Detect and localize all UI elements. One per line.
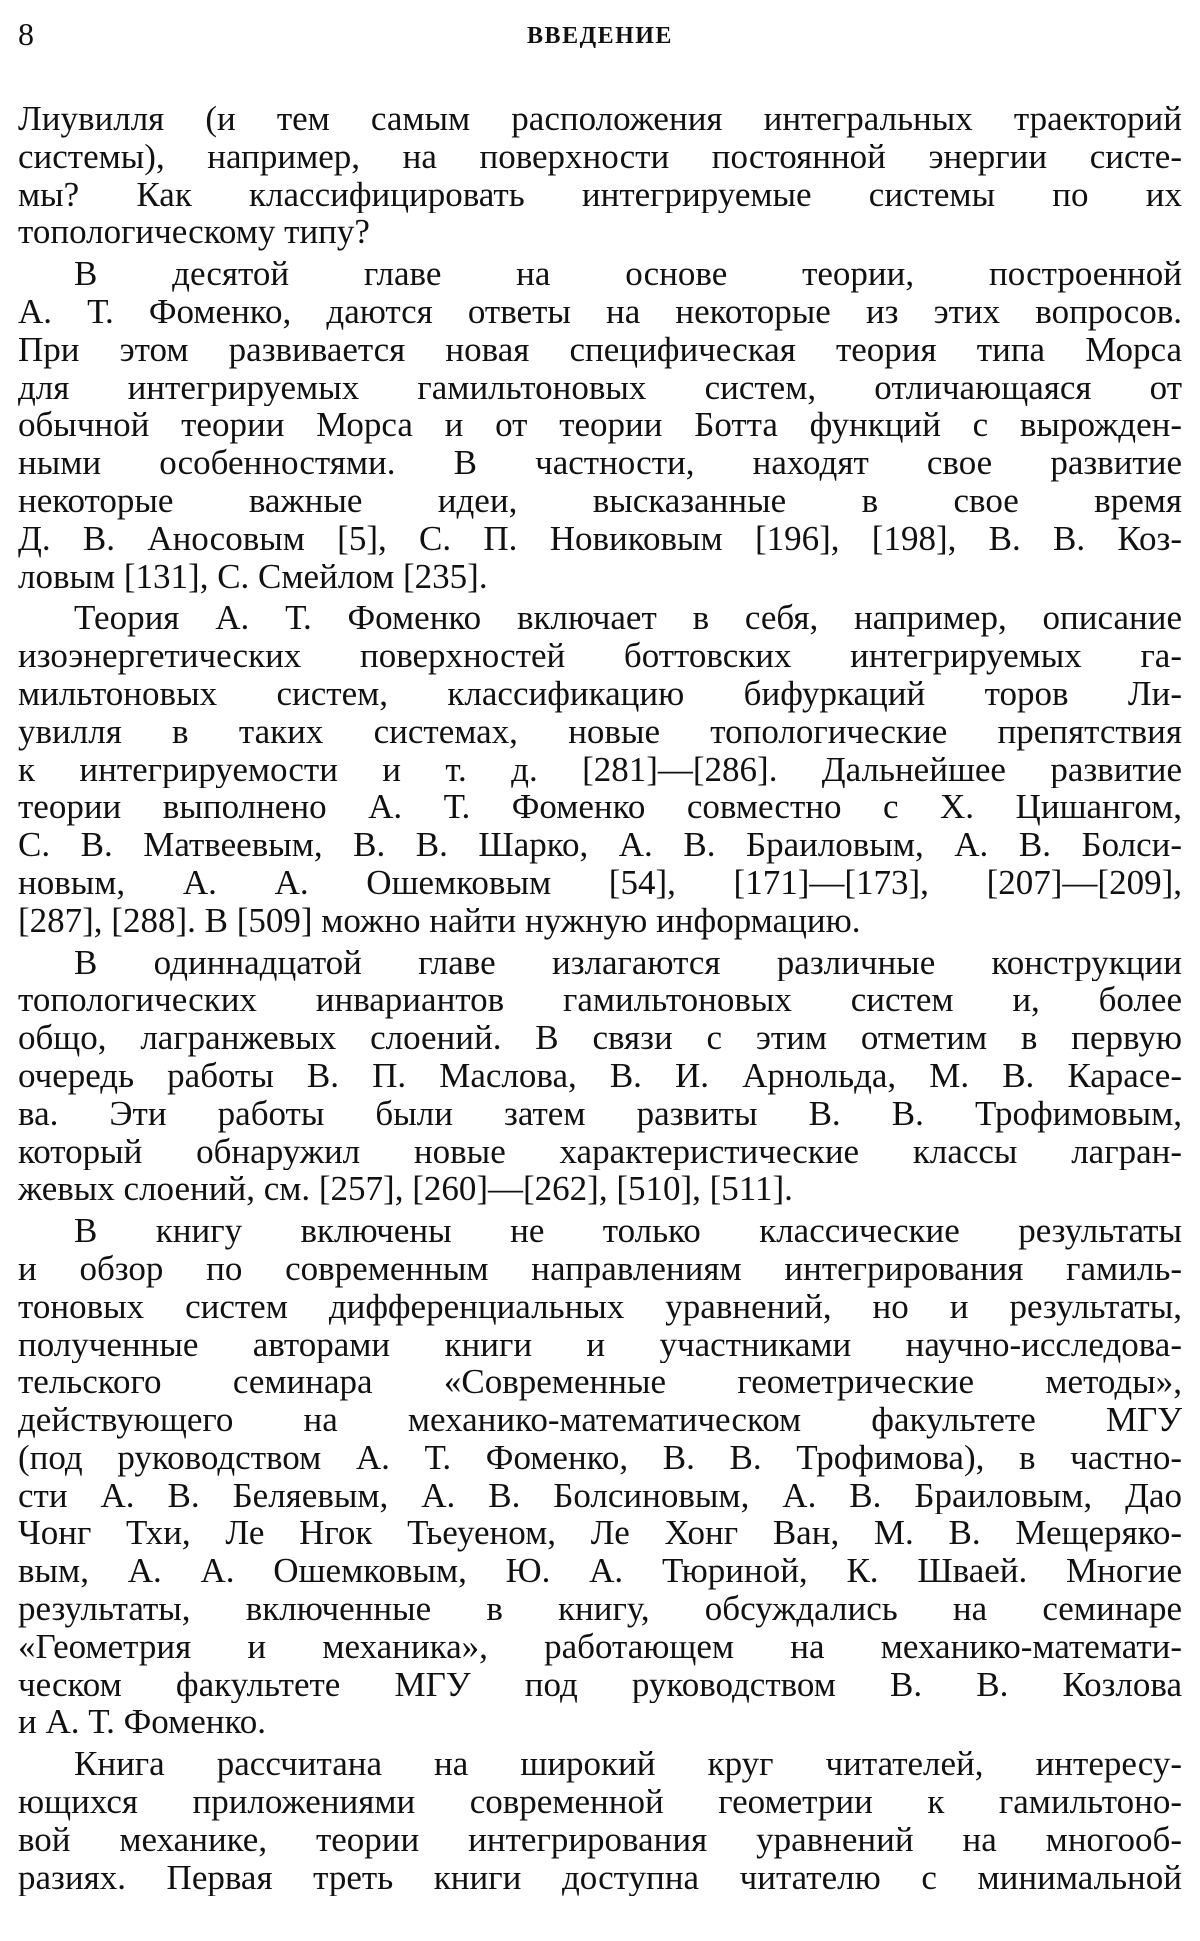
text-line: новым, А. А. Ошемковым [54], [171]—[173], [207]—[209], (18, 863, 1182, 902)
text-line: теории выполнено А. Т. Фоменко совместно с Х. Цишангом, (18, 788, 1182, 827)
text-line: очередь работы В. П. Маслова, В. И. Арнольда, М. В. Карасе- (18, 1056, 1182, 1095)
paragraph (18, 599, 1182, 939)
text-line: В одиннадцатой главе излагаются различные конструкции (74, 943, 1182, 982)
text-line: ющихся приложениями современной геометрии к гамильтоно- (18, 1783, 1182, 1821)
running-title: ВВЕДЕНИЕ (527, 23, 673, 49)
text-line: Теория А. Т. Фоменко включает в себя, например, описание (74, 599, 1182, 638)
text-line: «Геометрия и механика», работающем на механико-математи- (18, 1627, 1182, 1666)
text-line: Лиувилля (и тем самым расположения интегральных траекторий (18, 100, 1182, 138)
text-line: сти А. В. Беляевым, А. В. Болсиновым, А. В. Браиловым, Дао (18, 1476, 1182, 1515)
text-line: ческом факультете МГУ под руководством В. В. Козлова (18, 1665, 1182, 1704)
paragraph (18, 1212, 1182, 1741)
page-number: 8 (18, 16, 34, 52)
text-line: для интегрируемых гамильтоновых систем, отличающаяся от (18, 368, 1182, 407)
text-line: обычной теории Морса и от теории Ботта функций с вырожден- (18, 406, 1182, 445)
paragraph (18, 1745, 1182, 1896)
text-line: действующего на механико-математическом факультете МГУ (18, 1401, 1182, 1439)
text-line: к интегрируемости и т. д. [281]—[286]. Дальнейшее развитие (18, 750, 1182, 789)
text-line: который обнаружил новые характеристические классы лагран- (18, 1132, 1182, 1171)
paragraph (18, 100, 1182, 251)
text-line: тоновых систем дифференциальных уравнений, но и результаты, (18, 1287, 1182, 1326)
text-line: и А. Т. Фоменко. (18, 1703, 267, 1742)
text-line: тельского семинара «Современные геометрические методы», (18, 1363, 1182, 1402)
text-line: Чонг Тхи, Ле Нгок Тьеуеном, Ле Хонг Ван, М. В. Мещеряко- (18, 1514, 1182, 1553)
text-line: общо, лагранжевых слоений. В связи с этим отметим в первую (18, 1019, 1182, 1057)
text-line: изоэнергетических поверхностей боттовских интегрируемых га- (18, 637, 1182, 675)
text-line: [287], [288]. В [509] можно найти нужную информацию. (18, 901, 861, 940)
text-line: ными особенностями. В частности, находят свое развитие (18, 444, 1182, 482)
text-line: В десятой главе на основе теории, построенной (74, 255, 1182, 293)
page-header (18, 14, 1182, 54)
text-line: Книга рассчитана на широкий круг читателей, интересу- (74, 1745, 1182, 1784)
text-line: вым, А. А. Ошемковым, Ю. А. Тюриной, К. Шваей. Многие (18, 1552, 1182, 1591)
text-line: результаты, включенные в книгу, обсуждались на семинаре (18, 1590, 1182, 1628)
text-line: В книгу включены не только классические результаты (74, 1212, 1182, 1250)
text-line: вой механике, теории интегрирования уравнений на многооб- (18, 1820, 1182, 1859)
text-line: мильтоновых систем, классификацию бифуркаций торов Ли- (18, 674, 1182, 713)
text-line: С. В. Матвеевым, В. В. Шарко, А. В. Браиловым, А. В. Болси- (18, 826, 1182, 864)
paragraph (18, 944, 1182, 1209)
text-line: топологическому типу? (18, 213, 370, 252)
text-line: А. Т. Фоменко, даются ответы на некоторые из этих вопросов. (18, 292, 1182, 331)
text-line: некоторые важные идеи, высказанные в свое время (18, 481, 1182, 520)
paragraph (18, 255, 1182, 595)
text-line: разиях. Первая треть книги доступна читателю с минимальной (18, 1858, 1182, 1897)
text-line: и обзор по современным направлениям интегрирования гамиль- (18, 1249, 1182, 1288)
text-line: полученные авторами книги и участниками научно-исследова- (18, 1325, 1182, 1364)
text-line: При этом развивается новая специфическая теория типа Морса (18, 330, 1182, 369)
text-line: мы? Как классифицировать интегрируемые системы по их (18, 175, 1182, 214)
text-line: системы), например, на поверхности постоянной энергии систе- (18, 137, 1182, 176)
text-line: топологических инвариантов гамильтоновых систем и, более (18, 981, 1182, 1020)
text-line: (под руководством А. Т. Фоменко, В. В. Трофимова), в частно- (18, 1438, 1182, 1477)
text-line: ловым [131], С. Смейлом [235]. (18, 557, 488, 596)
text-line: увилля в таких системах, новые топологические препятствия (18, 712, 1182, 751)
text-line: Д. В. Аносовым [5], С. П. Новиковым [196], [198], В. В. Коз- (18, 519, 1182, 558)
text-line: ва. Эти работы были затем развиты В. В. Трофимовым, (18, 1094, 1182, 1133)
body-text (18, 100, 1182, 1896)
text-line: жевых слоений, см. [257], [260]—[262], [510], [511]. (18, 1170, 793, 1209)
